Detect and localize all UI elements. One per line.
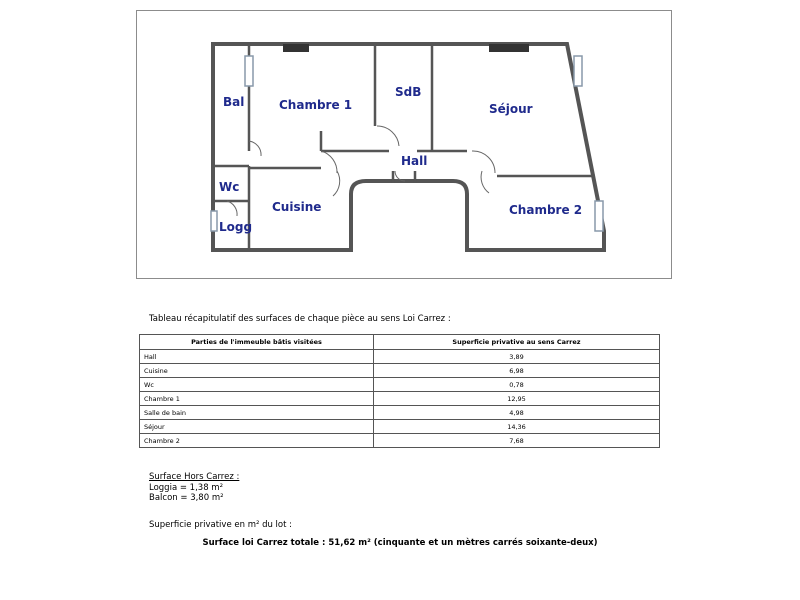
table-row	[140, 392, 660, 406]
row-value: 6,98	[374, 364, 660, 378]
row-value: 4,98	[374, 406, 660, 420]
room-label-wc: Wc	[219, 180, 240, 194]
balcon-surface: Balcon = 3,80 m²	[149, 493, 224, 503]
table-row	[140, 406, 660, 420]
row-name: Chambre 1	[140, 392, 374, 406]
table-header-row	[140, 335, 660, 350]
table-row	[140, 364, 660, 378]
row-value: 7,68	[374, 434, 660, 448]
door-cuisine	[333, 171, 340, 196]
total-surface: Surface loi Carrez totale : 51,62 m² (cinquante et un mètres carrés soixante-deux)	[202, 538, 598, 548]
loggia-surface: Loggia = 1,38 m²	[149, 482, 223, 493]
row-name: Wc	[140, 378, 374, 392]
row-name: Hall	[140, 350, 374, 364]
hors-carrez-title: Surface Hors Carrez :	[149, 472, 240, 482]
surface-table	[139, 334, 660, 448]
room-label-sejour: Séjour	[489, 102, 533, 116]
room-label-bal: Bal	[223, 95, 245, 109]
door-bal	[249, 141, 261, 156]
row-name: Salle de bain	[140, 406, 374, 420]
row-value: 0,78	[374, 378, 660, 392]
row-name: Chambre 2	[140, 434, 374, 448]
outer-wall	[213, 44, 604, 250]
row-name: Cuisine	[140, 364, 374, 378]
door-sejour	[472, 151, 495, 173]
row-value: 3,89	[374, 350, 660, 364]
room-label-cuisine: Cuisine	[272, 200, 322, 214]
door-chambre1	[321, 151, 337, 173]
row-value: 12,95	[374, 392, 660, 406]
row-value: 14,36	[374, 420, 660, 434]
table-row	[140, 378, 660, 392]
door-logg	[227, 201, 237, 216]
floor-plan-frame	[136, 10, 672, 279]
table-row	[140, 350, 660, 364]
column-header-superficie: Superficie privative au sens Carrez	[374, 335, 660, 350]
door-chambre2	[481, 171, 489, 193]
table-row	[140, 420, 660, 434]
door-sdb	[377, 126, 399, 146]
room-label-hall: Hall	[401, 154, 428, 168]
column-header-parties: Parties de l'immeuble bâtis visitées	[140, 335, 374, 350]
floor-plan	[137, 11, 673, 280]
room-label-chambre1: Chambre 1	[279, 98, 353, 112]
row-name: Séjour	[140, 420, 374, 434]
room-label-chambre2: Chambre 2	[509, 203, 583, 217]
lot-caption: Superficie privative en m² du lot :	[149, 520, 293, 530]
room-label-logg: Logg	[219, 220, 253, 234]
table-row	[140, 434, 660, 448]
table-caption: Tableau récapitulatif des surfaces de chaque pièce au sens Loi Carrez :	[149, 314, 451, 324]
hors-carrez-block	[149, 472, 239, 504]
room-label-sdb: SdB	[395, 85, 422, 99]
